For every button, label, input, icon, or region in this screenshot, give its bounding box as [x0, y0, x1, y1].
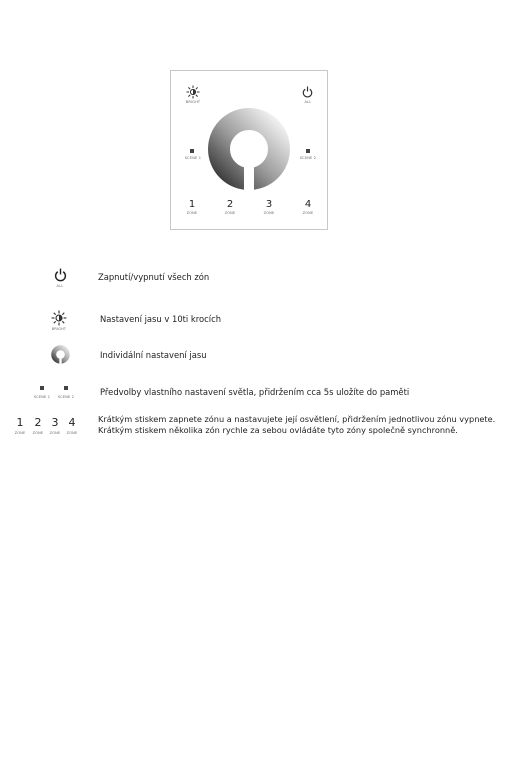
legend-zone4-label: ZONE [66, 431, 78, 435]
legend-power-label: ALL [56, 284, 64, 288]
legend-zone3-label: ZONE [49, 431, 61, 435]
scene1-button[interactable] [190, 149, 194, 153]
legend-power-text: Zapnutí/vypnutí všech zón [98, 272, 210, 282]
legend-scene1-icon [40, 386, 44, 390]
zone4-button[interactable]: 4 [304, 199, 312, 210]
legend-zone2-num: 2 [34, 416, 42, 429]
legend-zone4-num: 4 [68, 416, 76, 429]
zone4-label: ZONE [302, 211, 314, 215]
legend-scene1-label: SCENE 1 [33, 395, 51, 399]
legend-scene2-icon [64, 386, 68, 390]
zone2-button[interactable]: 2 [226, 199, 234, 210]
scene2-label: SCENE 2 [299, 156, 317, 160]
legend-zone1-num: 1 [16, 416, 24, 429]
legend-zones-line1: Krátkým stiskem zapnete zónu a nastavujete její osvětlení, přidržením jednotlivou zónu vypnete. [98, 414, 496, 424]
legend-brightness-icon [51, 310, 67, 326]
legend-zone3-num: 3 [51, 416, 59, 429]
legend-wheel-icon [51, 345, 70, 364]
legend-scene2-label: SCENE 2 [57, 395, 75, 399]
zone1-button[interactable]: 1 [188, 199, 196, 210]
brightness-icon[interactable] [186, 85, 200, 99]
legend-bright-text: Nastavení jasu v 10ti krocích [100, 314, 221, 324]
scene1-label: SCENE 1 [184, 156, 202, 160]
zone2-label: ZONE [224, 211, 236, 215]
legend-bright-label: BRIGHT [51, 327, 67, 331]
legend-power-icon [54, 268, 67, 282]
legend-zones-line2: Krátkým stiskem několika zón rychle za sebou ovládáte tyto zóny společně synchronně. [98, 425, 458, 435]
power-icon[interactable] [302, 86, 313, 98]
touch-panel [170, 70, 328, 230]
zone3-label: ZONE [263, 211, 275, 215]
legend-zone2-label: ZONE [32, 431, 44, 435]
zone1-label: ZONE [186, 211, 198, 215]
legend-scenes-text: Předvolby vlastního nastavení světla, přidržením cca 5s uložíte do paměti [100, 387, 410, 397]
legend-zone1-label: ZONE [14, 431, 26, 435]
zone3-button[interactable]: 3 [265, 199, 273, 210]
scene2-button[interactable] [306, 149, 310, 153]
all-label: ALL [304, 100, 312, 104]
legend-wheel-text: Individální nastavení jasu [100, 350, 207, 360]
brightness-wheel[interactable] [207, 107, 291, 191]
bright-label: BRIGHT [185, 100, 201, 104]
